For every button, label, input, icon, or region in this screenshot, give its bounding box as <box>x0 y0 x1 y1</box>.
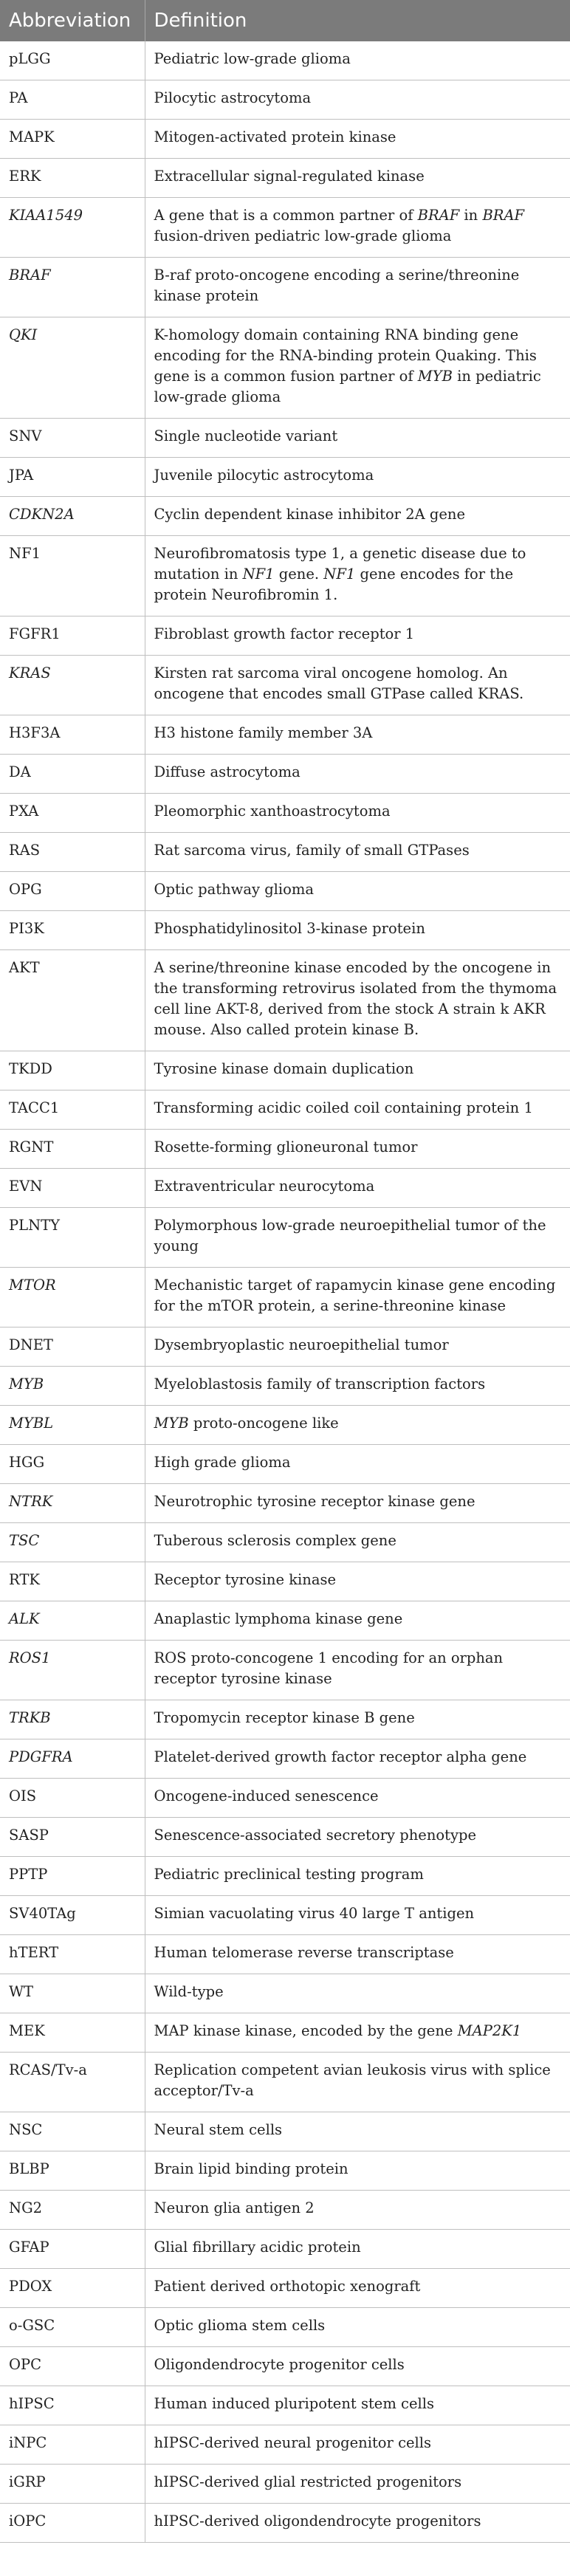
definition-cell <box>145 1562 570 1601</box>
definition-text: Simian vacuolating virus 40 large T antigen <box>154 1905 475 1922</box>
definition-text: Extraventricular neurocytoma <box>154 1178 375 1195</box>
definition-cell <box>145 833 570 872</box>
abbreviation-cell: ALK <box>0 1601 145 1641</box>
definition-text: Pleomorphic xanthoastrocytoma <box>154 803 391 820</box>
definition-text: Kirsten rat sarcoma viral oncogene homolog. An oncogene that encodes small GTPase called KRAS. <box>154 664 524 702</box>
table-row <box>0 1406 570 1445</box>
definition-cell <box>145 794 570 833</box>
abbreviation-cell: o-GSC <box>0 2308 145 2347</box>
table-row <box>0 2053 570 2112</box>
definition-text: Neuron glia antigen 2 <box>154 2199 315 2216</box>
gene-name: NF1 <box>323 566 356 583</box>
table-row <box>0 1090 570 1130</box>
definition-cell <box>145 41 570 80</box>
abbreviation-cell: NSC <box>0 2112 145 2151</box>
abbreviation-cell: RCAS/Tv-a <box>0 2053 145 2112</box>
abbreviation-cell: hIPSC <box>0 2386 145 2425</box>
abbreviation-cell: TKDD <box>0 1051 145 1090</box>
definition-cell <box>145 1367 570 1406</box>
definition-text: Rat sarcoma virus, family of small GTPases <box>154 842 470 859</box>
definition-text: Patient derived orthotopic xenograft <box>154 2278 421 2295</box>
definition-text: Diffuse astrocytoma <box>154 763 301 780</box>
definition-cell <box>145 1268 570 1328</box>
abbreviation-cell: NF1 <box>0 536 145 616</box>
table-row <box>0 1484 570 1523</box>
definition-text: Transforming acidic coiled coil containing protein 1 <box>154 1099 533 1116</box>
definition-cell <box>145 715 570 755</box>
abbreviation-cell: PDOX <box>0 2269 145 2308</box>
definition-text: Juvenile pilocytic astrocytoma <box>154 467 374 484</box>
abbreviation-cell: NTRK <box>0 1484 145 1523</box>
table-row <box>0 1601 570 1641</box>
definition-text: proto-oncogene like <box>188 1415 339 1432</box>
abbreviation-cell: QKI <box>0 317 145 419</box>
table-row <box>0 1857 570 1896</box>
gene-name: BRAF <box>417 207 460 224</box>
abbreviation-cell: JPA <box>0 458 145 497</box>
abbreviation-cell: MTOR <box>0 1268 145 1328</box>
definition-text: Cyclin dependent kinase inhibitor 2A gene <box>154 506 466 523</box>
definition-cell <box>145 1818 570 1857</box>
definition-text: Pediatric preclinical testing program <box>154 1866 424 1883</box>
definition-cell <box>145 2425 570 2465</box>
abbreviation-cell: KIAA1549 <box>0 198 145 258</box>
definition-cell <box>145 2191 570 2230</box>
definition-text: Tuberous sclerosis complex gene <box>154 1532 396 1549</box>
table-row <box>0 317 570 419</box>
definition-text: Anaplastic lymphoma kinase gene <box>154 1610 403 1627</box>
definition-text: Single nucleotide variant <box>154 427 338 444</box>
table-header-row <box>0 0 570 41</box>
definition-cell <box>145 1208 570 1268</box>
table-row <box>0 1779 570 1818</box>
definition-text: hIPSC-derived neural progenitor cells <box>154 2434 432 2451</box>
definition-cell <box>145 1739 570 1779</box>
definition-cell <box>145 120 570 159</box>
table-row <box>0 755 570 794</box>
definition-text: Human telomerase reverse transcriptase <box>154 1944 454 1961</box>
abbreviation-cell: CDKN2A <box>0 497 145 536</box>
abbreviation-cell: WT <box>0 1974 145 2013</box>
definition-cell <box>145 911 570 950</box>
definition-cell <box>145 1974 570 2013</box>
table-row <box>0 536 570 616</box>
definition-text: B-raf proto-oncogene encoding a serine/threonine kinase protein <box>154 267 520 304</box>
abbreviation-cell: KRAS <box>0 656 145 715</box>
table-row <box>0 715 570 755</box>
definition-cell <box>145 1857 570 1896</box>
abbreviation-cell: iGRP <box>0 2465 145 2504</box>
abbreviation-cell: EVN <box>0 1169 145 1208</box>
abbreviation-cell: iNPC <box>0 2425 145 2465</box>
definition-cell <box>145 2151 570 2191</box>
abbreviation-cell: ROS1 <box>0 1641 145 1700</box>
abbreviation-cell: MEK <box>0 2013 145 2053</box>
definition-cell <box>145 1523 570 1562</box>
definition-text: Phosphatidylinositol 3-kinase protein <box>154 920 425 937</box>
definition-text: High grade glioma <box>154 1454 291 1471</box>
abbreviation-cell: PXA <box>0 794 145 833</box>
abbreviation-cell: PPTP <box>0 1857 145 1896</box>
abbreviation-cell: GFAP <box>0 2230 145 2269</box>
definition-cell <box>145 616 570 656</box>
definition-text: Mitogen-activated protein kinase <box>154 128 396 145</box>
definition-cell <box>145 1700 570 1739</box>
definition-text: Fibroblast growth factor receptor 1 <box>154 625 415 642</box>
table-row <box>0 2308 570 2347</box>
abbreviation-cell: ERK <box>0 159 145 198</box>
definition-cell <box>145 1130 570 1169</box>
definition-text: Brain lipid binding protein <box>154 2160 348 2177</box>
definition-text: H3 histone family member 3A <box>154 724 373 741</box>
definition-text: Mechanistic target of rapamycin kinase gene encoding for the mTOR protein, a serine-threonine kinase <box>154 1277 556 1314</box>
abbreviation-cell: pLGG <box>0 41 145 80</box>
definition-text: MAP kinase kinase, encoded by the gene <box>154 2022 458 2039</box>
table-row <box>0 80 570 120</box>
definition-text: K-homology domain containing RNA binding gene encoding for the RNA-binding protein Quaking. This gene is a common fusion partner of <box>154 326 537 385</box>
abbreviation-cell: PA <box>0 80 145 120</box>
table-row <box>0 2347 570 2386</box>
gene-name: MAP2K1 <box>457 2022 522 2039</box>
definition-cell <box>145 1484 570 1523</box>
definition-cell <box>145 2013 570 2053</box>
table-row <box>0 41 570 80</box>
table-row <box>0 120 570 159</box>
abbreviation-cell: SNV <box>0 419 145 458</box>
abbreviation-cell: TRKB <box>0 1700 145 1739</box>
definition-cell <box>145 2465 570 2504</box>
definition-text: Extracellular signal-regulated kinase <box>154 168 425 185</box>
abbreviation-cell: TACC1 <box>0 1090 145 1130</box>
definition-text: A gene that is a common partner of <box>154 207 418 224</box>
table-row <box>0 833 570 872</box>
header-definition: Definition <box>145 0 570 41</box>
definition-cell <box>145 1935 570 1974</box>
table-row <box>0 2504 570 2543</box>
table-row <box>0 950 570 1051</box>
definition-cell <box>145 1090 570 1130</box>
abbreviation-cell: HGG <box>0 1445 145 1484</box>
abbreviation-cell: OIS <box>0 1779 145 1818</box>
definition-text: hIPSC-derived glial restricted progenitors <box>154 2473 462 2490</box>
definition-text: Pilocytic astrocytoma <box>154 89 312 106</box>
table-row <box>0 2151 570 2191</box>
definition-cell <box>145 1896 570 1935</box>
table-row <box>0 159 570 198</box>
table-row <box>0 2112 570 2151</box>
table-row <box>0 1445 570 1484</box>
definition-text: Glial fibrillary acidic protein <box>154 2239 361 2256</box>
definition-text: Tropomycin receptor kinase B gene <box>154 1709 415 1726</box>
definition-cell <box>145 258 570 317</box>
abbreviation-cell: DNET <box>0 1328 145 1367</box>
definition-text: A serine/threonine kinase encoded by the oncogene in the transforming retrovirus isolated from the thymoma cell line AKT-8, derived from the stock A strain k AKR mouse. Also called protein kinase B. <box>154 959 557 1038</box>
definition-cell <box>145 1328 570 1367</box>
definition-cell <box>145 536 570 616</box>
abbreviation-cell: MYBL <box>0 1406 145 1445</box>
table-row <box>0 2465 570 2504</box>
definition-cell <box>145 80 570 120</box>
definition-cell <box>145 419 570 458</box>
definition-cell <box>145 317 570 419</box>
gene-name: NF1 <box>242 566 275 583</box>
definition-text: Wild-type <box>154 1983 224 2000</box>
table-row <box>0 1268 570 1328</box>
table-row <box>0 258 570 317</box>
definition-text: ROS proto-concogene 1 encoding for an orphan receptor tyrosine kinase <box>154 1649 504 1687</box>
definition-cell <box>145 2308 570 2347</box>
definition-text: gene encodes for the protein Neurofibromin 1. <box>154 566 514 603</box>
definition-text: Pediatric low-grade glioma <box>154 50 351 67</box>
definition-text: in <box>459 207 483 224</box>
definition-cell <box>145 2386 570 2425</box>
definition-text: in pediatric low-grade glioma <box>154 368 541 405</box>
definition-cell <box>145 1601 570 1641</box>
table-row <box>0 1367 570 1406</box>
definition-cell <box>145 1641 570 1700</box>
abbreviation-cell: H3F3A <box>0 715 145 755</box>
definition-cell <box>145 1169 570 1208</box>
definition-cell <box>145 497 570 536</box>
definition-text: Dysembryoplastic neuroepithelial tumor <box>154 1336 449 1353</box>
definition-cell <box>145 2269 570 2308</box>
gene-name: BRAF <box>482 207 525 224</box>
abbreviation-cell: SASP <box>0 1818 145 1857</box>
definition-text: hIPSC-derived oligondendrocyte progenitors <box>154 2513 481 2529</box>
abbreviation-cell: AKT <box>0 950 145 1051</box>
gene-name: MYB <box>154 1415 189 1432</box>
abbreviation-cell: PDGFRA <box>0 1739 145 1779</box>
definition-text: Tyrosine kinase domain duplication <box>154 1060 414 1077</box>
table-row <box>0 1051 570 1090</box>
definition-text: Optic pathway glioma <box>154 881 315 898</box>
definition-cell <box>145 656 570 715</box>
table-row <box>0 2425 570 2465</box>
table-row <box>0 1523 570 1562</box>
abbreviation-cell: NG2 <box>0 2191 145 2230</box>
table-row <box>0 1562 570 1601</box>
table-row <box>0 1896 570 1935</box>
table-row <box>0 911 570 950</box>
gene-name: MYB <box>417 368 453 385</box>
table-row <box>0 497 570 536</box>
abbreviation-cell: PI3K <box>0 911 145 950</box>
abbreviation-cell: BRAF <box>0 258 145 317</box>
definition-text: Replication competent avian leukosis virus with splice acceptor/Tv-a <box>154 2061 551 2099</box>
definition-text: Rosette-forming glioneuronal tumor <box>154 1138 418 1155</box>
definition-text: Optic glioma stem cells <box>154 2317 326 2334</box>
header-abbreviation: Abbreviation <box>0 0 145 41</box>
table-row <box>0 872 570 911</box>
abbreviation-cell: MYB <box>0 1367 145 1406</box>
definition-cell <box>145 950 570 1051</box>
definition-cell <box>145 1051 570 1090</box>
table-row <box>0 419 570 458</box>
definition-text: fusion-driven pediatric low-grade glioma <box>154 227 452 244</box>
table-body <box>0 41 570 2543</box>
table-row <box>0 198 570 258</box>
definition-text: Oligondendrocyte progenitor cells <box>154 2356 405 2373</box>
abbreviation-cell: RTK <box>0 1562 145 1601</box>
definition-cell <box>145 2053 570 2112</box>
definition-cell <box>145 458 570 497</box>
definition-text: Human induced pluripotent stem cells <box>154 2395 434 2412</box>
table-row <box>0 794 570 833</box>
table-row <box>0 2386 570 2425</box>
definition-text: gene. <box>274 566 324 583</box>
table-row <box>0 2191 570 2230</box>
definition-text: Senescence-associated secretory phenotype <box>154 1827 476 1844</box>
abbreviation-cell: SV40TAg <box>0 1896 145 1935</box>
table-row <box>0 2013 570 2053</box>
table-row <box>0 2230 570 2269</box>
table-row <box>0 1700 570 1739</box>
table-row <box>0 2269 570 2308</box>
table-row <box>0 1208 570 1268</box>
abbreviation-cell: RGNT <box>0 1130 145 1169</box>
definition-cell <box>145 2112 570 2151</box>
abbreviation-cell: hTERT <box>0 1935 145 1974</box>
definition-text: Myeloblastosis family of transcription factors <box>154 1375 486 1392</box>
table-row <box>0 1130 570 1169</box>
definition-text: Oncogene-induced senescence <box>154 1787 379 1804</box>
table-row <box>0 1328 570 1367</box>
abbreviation-cell: TSC <box>0 1523 145 1562</box>
definition-cell <box>145 159 570 198</box>
definition-cell <box>145 1406 570 1445</box>
definition-cell <box>145 872 570 911</box>
table-row <box>0 1974 570 2013</box>
definition-cell <box>145 2504 570 2543</box>
definition-text: Neural stem cells <box>154 2121 283 2138</box>
definition-text: Platelet-derived growth factor receptor alpha gene <box>154 1748 527 1765</box>
definition-text: Neurofibromatosis type 1, a genetic disease due to mutation in <box>154 545 526 583</box>
definition-cell <box>145 2347 570 2386</box>
definition-text: Neurotrophic tyrosine receptor kinase gene <box>154 1493 475 1510</box>
table-row <box>0 656 570 715</box>
table-row <box>0 616 570 656</box>
table-row <box>0 1641 570 1700</box>
definition-cell <box>145 1779 570 1818</box>
table-row <box>0 1169 570 1208</box>
abbreviation-cell: MAPK <box>0 120 145 159</box>
table-row <box>0 1818 570 1857</box>
abbreviation-cell: OPG <box>0 872 145 911</box>
definition-cell <box>145 2230 570 2269</box>
abbreviation-cell: PLNTY <box>0 1208 145 1268</box>
abbreviation-cell: OPC <box>0 2347 145 2386</box>
abbreviation-cell: RAS <box>0 833 145 872</box>
definition-cell <box>145 755 570 794</box>
abbreviation-cell: BLBP <box>0 2151 145 2191</box>
definition-cell <box>145 198 570 258</box>
abbreviation-cell: iOPC <box>0 2504 145 2543</box>
abbreviation-cell: FGFR1 <box>0 616 145 656</box>
abbreviation-cell: DA <box>0 755 145 794</box>
definition-text: Receptor tyrosine kinase <box>154 1571 337 1588</box>
definition-cell <box>145 1445 570 1484</box>
table-row <box>0 1739 570 1779</box>
table-row <box>0 1935 570 1974</box>
table-row <box>0 458 570 497</box>
definition-text: Polymorphous low-grade neuroepithelial tumor of the young <box>154 1217 546 1254</box>
